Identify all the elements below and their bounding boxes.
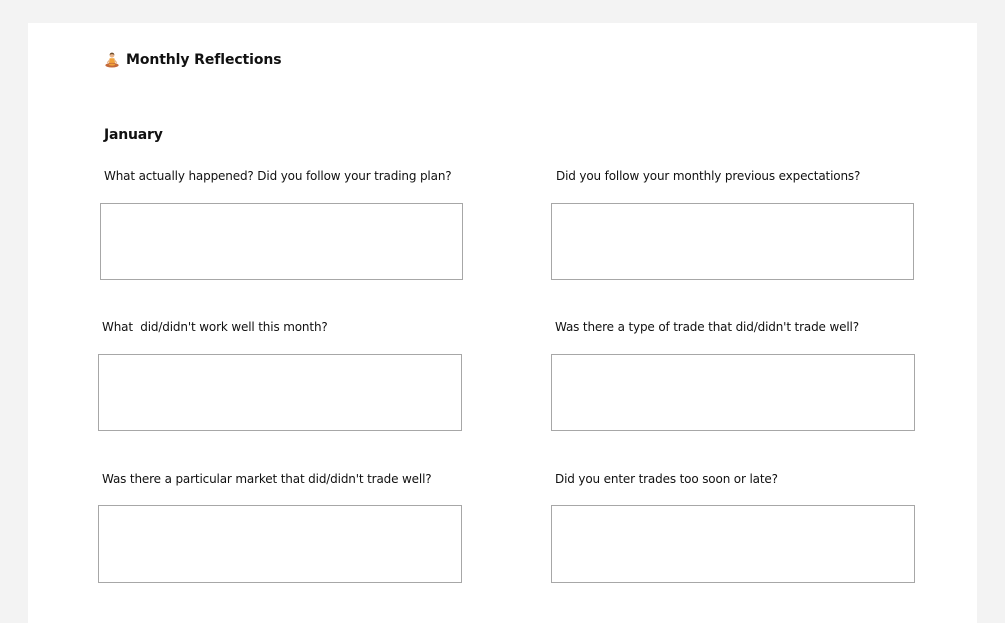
- question-market-label: Was there a particular market that did/didn't trade well?: [102, 472, 432, 486]
- what-worked-answer-input[interactable]: [98, 354, 462, 431]
- expectations-answer-input[interactable]: [551, 203, 914, 280]
- question-trading-plan-label: What actually happened? Did you follow your trading plan?: [104, 169, 452, 183]
- month-heading: January: [104, 127, 163, 143]
- question-entry-timing-label: Did you enter trades too soon or late?: [555, 472, 778, 486]
- market-answer-input[interactable]: [98, 505, 462, 583]
- question-trade-type-label: Was there a type of trade that did/didn't trade well?: [555, 320, 859, 334]
- question-expectations-label: Did you follow your monthly previous expectations?: [556, 169, 861, 183]
- meditating-person-icon: [104, 52, 120, 69]
- entry-timing-answer-input[interactable]: [551, 505, 915, 583]
- trading-plan-answer-input[interactable]: [100, 203, 463, 280]
- trade-type-answer-input[interactable]: [551, 354, 915, 431]
- page-title: Monthly Reflections: [126, 52, 282, 68]
- question-what-worked-label: What did/didn't work well this month?: [102, 320, 328, 334]
- title-row: [104, 49, 281, 71]
